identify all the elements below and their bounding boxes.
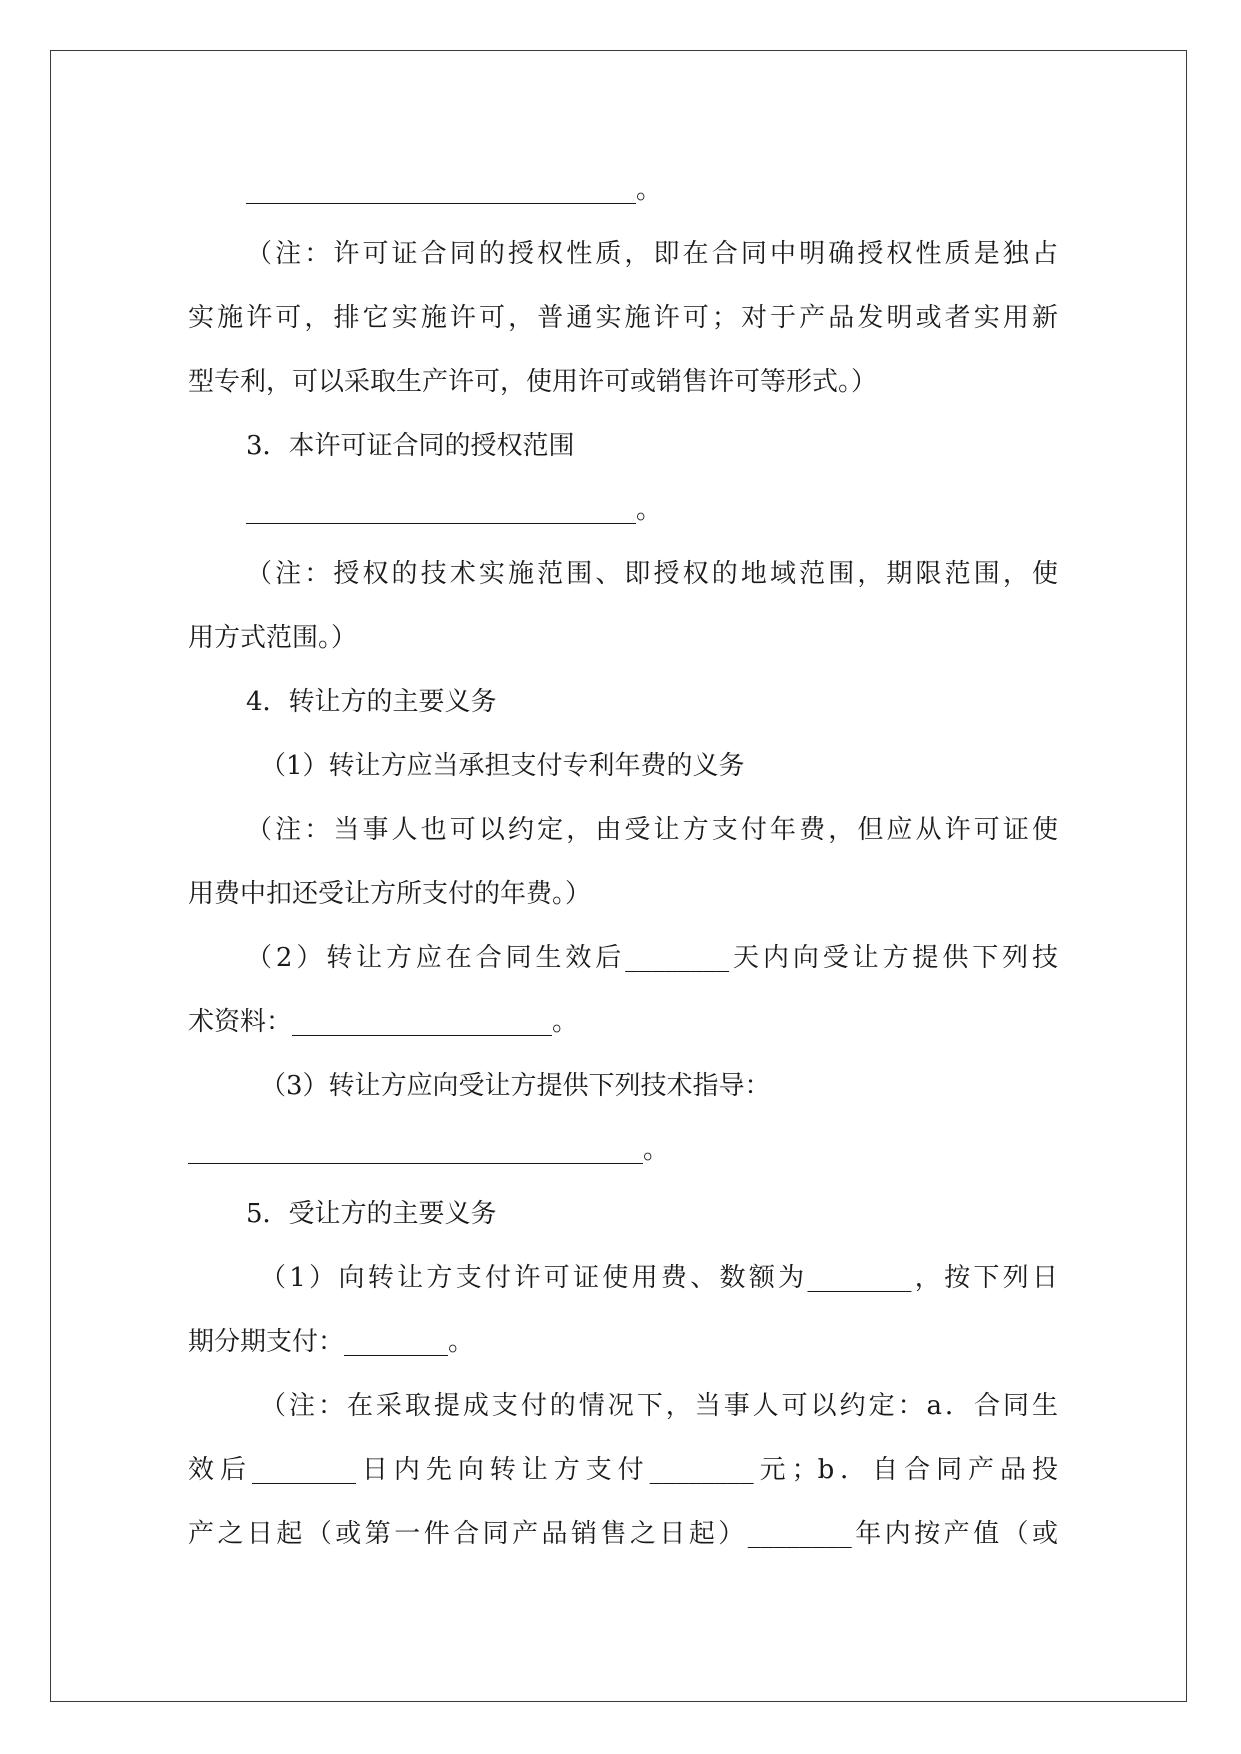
- clause-4-2-line-2: 术资料：____________________。: [188, 1007, 579, 1037]
- clause-5-1-line-2: 期分期支付：________。: [188, 1327, 475, 1357]
- section-5-heading: 5．受让方的主要义务: [246, 1199, 497, 1229]
- clause-4-3: （3）转让方应向受让方提供下列技术指导：: [260, 1071, 771, 1101]
- blank-line-authorization-scope: ______________________________。: [246, 495, 663, 525]
- blank-line-authorization-nature: ______________________________。: [246, 175, 663, 205]
- clause-4-2-line-1: （2）转让方应在合同生效后________天内向受让方提供下列技: [246, 943, 1058, 973]
- note-royalty-line-3: 产之日起（或第一件合同产品销售之日起）________年内按产值（或: [188, 1519, 1058, 1549]
- clause-4-1: （1）转让方应当承担支付专利年费的义务: [260, 751, 745, 781]
- section-4-heading: 4．转让方的主要义务: [246, 687, 497, 717]
- note-authorization-nature-line-2: 实施许可，排它实施许可，普通实施许可；对于产品发明或者实用新: [188, 303, 1058, 333]
- note-authorization-scope-line-1: （注：授权的技术实施范围、即授权的地域范围，期限范围，使: [246, 559, 1058, 589]
- blank-line-technical-guidance: ___________________________________。: [188, 1135, 670, 1165]
- note-authorization-nature-line-1: （注：许可证合同的授权性质，即在合同中明确授权性质是独占: [246, 239, 1058, 269]
- note-annual-fee-line-1: （注：当事人也可以约定，由受让方支付年费，但应从许可证使: [246, 815, 1058, 845]
- clause-5-1-line-1: （1）向转让方支付许可证使用费、数额为________，按下列日: [260, 1263, 1058, 1293]
- note-royalty-line-2: 效后________日内先向转让方支付________元；b．自合同产品投: [188, 1455, 1058, 1485]
- note-annual-fee-line-2: 用费中扣还受让方所支付的年费。）: [188, 879, 592, 909]
- note-authorization-nature-line-3: 型专利，可以采取生产许可，使用许可或销售许可等形式。）: [188, 367, 878, 397]
- section-3-heading: 3．本许可证合同的授权范围: [246, 431, 575, 461]
- note-authorization-scope-line-2: 用方式范围。）: [188, 623, 358, 653]
- document-body: [188, 158, 1058, 1566]
- note-royalty-line-1: （注：在采取提成支付的情况下，当事人可以约定：a．合同生: [260, 1391, 1058, 1421]
